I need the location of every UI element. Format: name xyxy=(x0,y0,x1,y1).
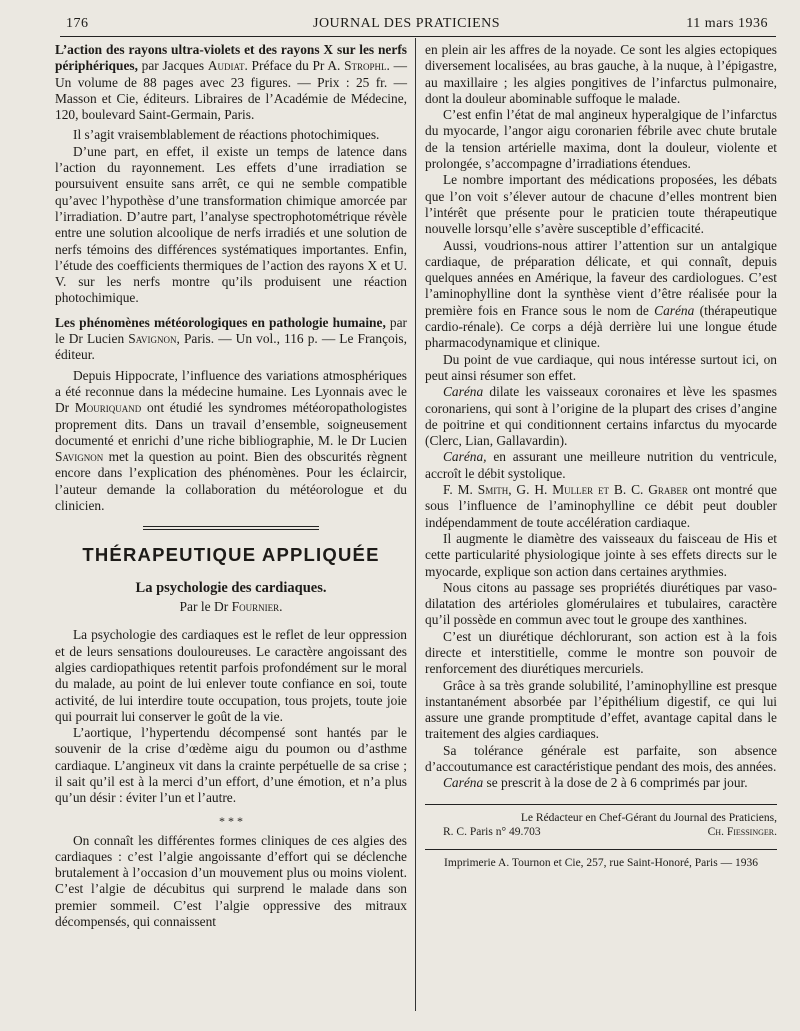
paragraph: Il s’agit vraisemblablement de réactions photochimiques. xyxy=(73,127,380,143)
book-review-1-info: — Un volume de 88 pages avec 23 figures. — Prix : 25 fr. — Masson et Cie, éditeurs. Libraires de l’Académie de Médecine, 120, boulevard Saint-Germain, Paris. xyxy=(55,58,407,123)
right-column xyxy=(425,42,777,870)
paragraph: On connaît les différentes formes cliniques de ces algies des cardiaques : c’est l’algie angoissante d’effort qui se déclenche brutalement à l’occasion d’un mouvement plus ou moins violent. C’est l’algie de décubitus qui surprend le malade dans son premier sommeil. C’est l’algie oppressive des mitraux décompensés, qui connaissent xyxy=(55,832,407,930)
paragraph: Caréna, en assurant une meilleure nutrition du ventricule, accroît le débit systolique. xyxy=(425,449,777,481)
running-head xyxy=(60,14,776,36)
trade-register: R. C. Paris n° 49.703 xyxy=(443,825,541,838)
paragraph: Caréna se prescrit à la dose de 2 à 6 comprimés par jour. xyxy=(443,775,748,791)
book-review-2-title: Les phénomènes météorologiques en pathologie humaine, xyxy=(55,314,386,330)
issue-date: 11 mars 1936 xyxy=(686,16,768,31)
editor-credit: Le Rédacteur en Chef-Gérant du Journal des Praticiens, xyxy=(520,811,777,824)
product-name: Caréna xyxy=(443,384,484,400)
journal-title: JOURNAL DES PRATICIENS xyxy=(313,16,501,31)
paragraph: La psychologie des cardiaques est le reflet de leur oppression et de leurs sensations douloureuses. Le caractère angoissant des algies cardiopathiques retentit parfois profondément sur le moral du malade, au point de lui enlever toute confiance en soi, toute activité, de lui interdire toute occupation, tous projets, toute joie qui pourrait lui conserver le goût de la vie. xyxy=(55,627,407,724)
section-title: THÉRAPEUTIQUE APPLIQUÉE xyxy=(82,544,380,566)
footer-rule xyxy=(425,804,777,805)
article-title: La psychologie des cardiaques. xyxy=(135,580,327,597)
paragraph: Aussi, voudrions-nous attirer l’attention sur un antalgique cardiaque, de préparation délicate, et qui connaît, depuis quelques années en Amérique, la faveur des cardiologues. C’est l’aminophylline dont la synthèse vient d’être réalisée pour la première fois en France sous le nom de Caréna (thérapeutique cardio-rénale). Ce corps a déjà derrière lui une longue étude pharmacodynamique et clinique. xyxy=(425,237,777,351)
cited-authors: F. M. Smith, G. H. Muller et B. C. Graber xyxy=(443,482,688,498)
paragraph: Nous citons au passage ses propriétés diurétiques par vaso-dilatation des artérioles glomérulaires et tubulaires, caractère qu’il possède en commun avec tout le groupe des xanthines. xyxy=(425,579,777,628)
printer-line xyxy=(425,856,777,870)
footer-rule xyxy=(425,849,777,850)
printer-credit: Imprimerie A. Tournon et Cie, 257, rue Saint-Honoré, Paris — 1936 xyxy=(444,856,758,869)
book-review-1-author: Audiat. xyxy=(207,58,248,74)
book-review-1-heading: L’action des rayons ultra-violets et des rayons X sur les nerfs périphériques, par Jacques Audiat. Préface du Pr A. Strophl. — Un volume de 88 pages avec 23 figures. — Prix : 25 fr. — Masson et Cie, éditeurs. Libraires de l’Académie de Médecine, 120, boulevard Saint-Germain, Paris. xyxy=(55,42,407,123)
paragraph: D’une part, en effet, il existe un temps de latence dans l’action du rayonnement. Les effets d’une irradiation se poursuivent ensuite sans arrêt, ce qui ne semble compatible qu’avec l’hypothèse d’une transformation chimique amorcée par l’irradiation. D’autre part, l’analyse spectrophotométrique révèle entre une solution alcoolique de nerfs irradiés et une solution de nerfs témoins des différences systématiques importantes. Enfin, l’étude des coefficients thermiques de l’action des rayons X et U. V. sur les nerfs montre qu’ils produisent une réaction photochimique. xyxy=(55,143,407,306)
asterism: * * * xyxy=(219,813,243,828)
section-separator xyxy=(143,526,319,530)
paragraph: Le nombre important des médications proposées, les débats que l’on voit s’élever autour de chacune d’elles montrent bien l’intérêt que présente pour le praticien toute thérapeutique nouvelle lorsqu’elle s’avère susceptible d’efficacité. xyxy=(425,172,777,237)
product-name: Caréna xyxy=(443,775,484,791)
paragraph: Du point de vue cardiaque, qui nous intéresse surtout ici, on peut ainsi résumer son effet. xyxy=(425,351,777,383)
article-author: Fournier. xyxy=(231,599,283,615)
book-review-1-title: L’action des rayons ultra-violets et des rayons X sur les nerfs périphériques, xyxy=(55,42,407,74)
book-review-2-info: Paris. — Un vol., 116 p. — Le François, éditeur. xyxy=(55,331,407,363)
paragraph: Il augmente le diamètre des vaisseaux du faisceau de His et cette particularité physiologique jointe à ses effets directs sur le myocarde, explique son action dans certaines arythmies. xyxy=(425,530,777,579)
paragraph: Sa tolérance générale est parfaite, son absence d’accoutumance est caractéristique pendant des mois, des années. xyxy=(425,742,777,775)
page-number: 176 xyxy=(66,16,89,31)
editor-line xyxy=(425,811,777,825)
book-review-2-heading: Les phénomènes météorologiques en pathologie humaine, par le Dr Lucien Savignon, Paris. — Un vol., 116 p. — Le François, éditeur. xyxy=(55,314,407,363)
paragraph: en plein air les affres de la noyade. Ce sont les algies ectopiques diversement localisées, au bras gauche, à la nuque, à l’épigastre, au maxillaire ; les algies pongitives de l’infarctus pulmonaire, dont la douleur abominable suffoque le malade. xyxy=(425,42,777,106)
paragraph: L’aortique, l’hypertendu décompensé sont hantés par le souvenir de la crise d’œdème aigu du poumon ou d’asthme cardiaque. L’angineux vit dans la crainte perpétuelle de sa crise ; il sait qu’il est à la merci d’un effort, d’une émotion, et n’a plus qu’un désir : éviter l’un et l’autre. xyxy=(55,725,407,806)
editor-signature: Ch. Fiessinger. xyxy=(707,825,777,838)
left-column xyxy=(55,42,407,930)
paragraph: Grâce à sa très grande solubilité, l’aminophylline est presque instantanément absorbée par l’épithélium digestif, ce qui lui assure une grande promptitude d’effet, avantage capital dans le traitement des algies cardiaques. xyxy=(425,677,777,742)
paragraph: Depuis Hippocrate, l’influence des variations atmosphériques a été reconnue dans la médecine humaine. Les Lyonnais avec le Dr Mouriquand ont étudié les syndromes météoropathologistes proprement dits. Dans un travail d’ensemble, soigneusement documenté et enrichi d’une riche bibliographie, M. le Dr Lucien Savignon met la question au point. Bien des obscurités règnent encore dans l’explication des phénomènes. Pour les éclaircir, l’auteur demande la collaboration du météorologue et du clinicien. xyxy=(55,367,407,514)
paragraph: C’est enfin l’état de mal angineux hyperalgique de l’infarctus du myocarde, l’angor aigu coronarien fébrile avec chute brutale de la tension artérielle maxima, dont la douleur, violente et prolongée, s’accompagne d’irradiations étendues. xyxy=(425,107,777,172)
book-review-2-author: Savignon, xyxy=(128,331,180,347)
header-rule xyxy=(60,36,776,37)
paragraph: F. M. Smith, G. H. Muller et B. C. Graber ont montré que sous l’influence de l’aminophylline ce débit peut doubler indépendamment de toute accélération cardiaque. xyxy=(425,482,777,530)
paragraph: Caréna dilate les vaisseaux coronaires et lève les spasmes coronariens, qui sont à l’origine de la plupart des crises d’angine de poitrine et qui conditionnent certains infarctus du myocarde (Clerc, Lian, Gallavardin). xyxy=(425,384,777,449)
product-name: Caréna, xyxy=(443,449,487,465)
column-divider xyxy=(415,38,416,1011)
product-name: Caréna xyxy=(654,302,695,318)
registration-line xyxy=(425,825,777,839)
paragraph: C’est un diurétique déchlorurant, son action est à la fois directe et interstitielle, comme le montre son pouvoir de renforcement des diurétiques mercuriels. xyxy=(425,628,777,677)
article-byline: Par le Dr Fournier. xyxy=(179,599,283,615)
